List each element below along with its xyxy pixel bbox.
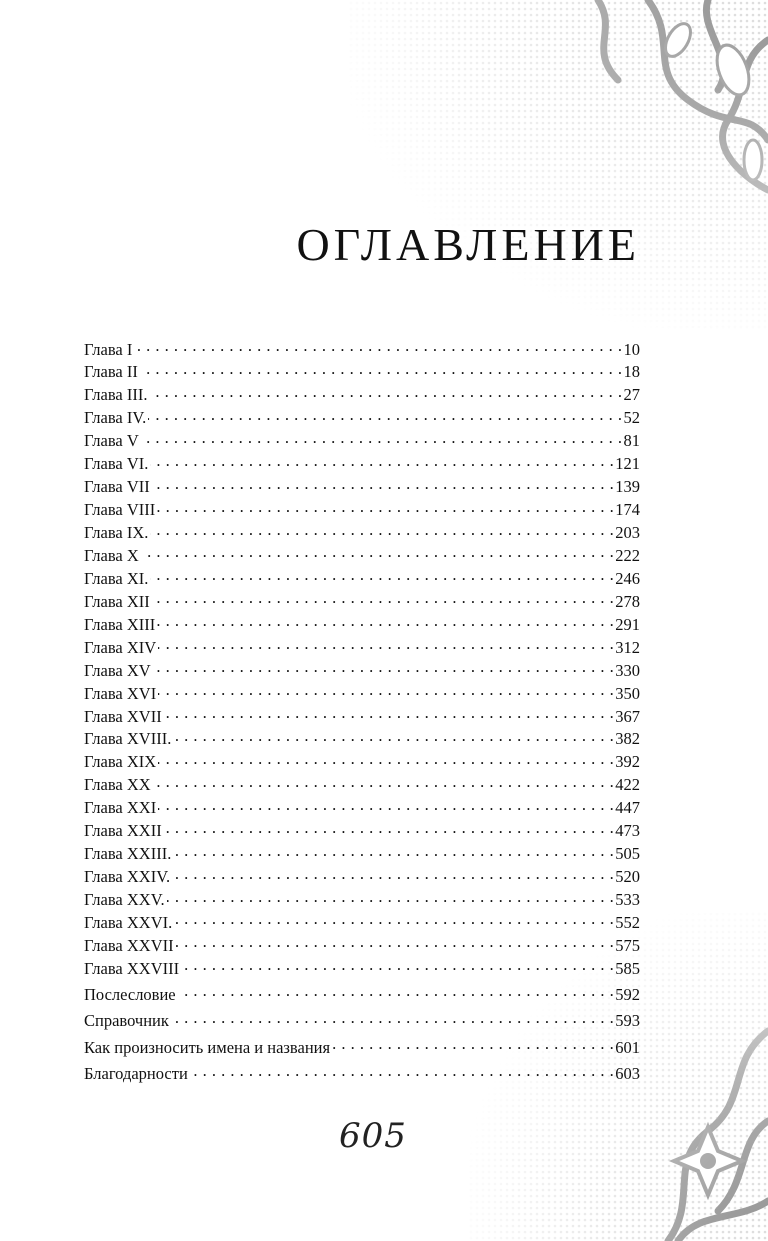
toc-entry <box>84 1063 640 1090</box>
toc-entry-title: Глава V <box>84 431 139 451</box>
toc-entry-title: Глава XXVIII <box>84 958 180 978</box>
dot-leader <box>150 453 614 470</box>
dot-leader <box>164 705 615 722</box>
dot-leader <box>152 590 614 607</box>
toc-entry-title: Глава XIX <box>84 752 157 772</box>
dot-leader <box>152 476 614 493</box>
toc-entry <box>84 911 640 934</box>
dot-leader <box>140 361 623 378</box>
dot-leader <box>150 522 614 539</box>
toc-entry <box>84 476 640 499</box>
toc-entry-title: Глава XXIII. <box>84 844 172 864</box>
toc-entry <box>84 728 640 751</box>
toc-entry-page: 473 <box>615 821 640 841</box>
toc-entry <box>84 843 640 866</box>
toc-entry <box>84 659 640 682</box>
toc-entry <box>84 636 640 659</box>
toc-entry <box>84 774 640 797</box>
dot-leader <box>172 866 614 883</box>
dot-leader <box>190 1063 614 1080</box>
toc-entry-page: 593 <box>615 1011 640 1031</box>
dot-leader <box>181 957 614 974</box>
toc-entry-title: Глава VII <box>84 477 150 497</box>
dot-leader <box>158 797 614 814</box>
dot-leader <box>153 774 615 791</box>
toc-entry-title: Глава XX <box>84 775 151 795</box>
toc-entry-title: Глава XXII <box>84 821 162 841</box>
dot-leader <box>167 889 615 906</box>
page-number: 605 <box>339 1116 407 1156</box>
dot-leader <box>157 613 614 630</box>
toc-entry-page: 447 <box>615 798 640 818</box>
dot-leader <box>178 983 615 1000</box>
toc-entry-title: Глава XXVI. <box>84 912 173 932</box>
dot-leader <box>141 544 614 561</box>
toc-entry-title: Глава IX. <box>84 523 149 542</box>
dot-leader <box>164 820 615 837</box>
toc-entry-title: Глава XVII <box>84 706 162 726</box>
page-title: ОГЛАВЛЕНИЕ <box>296 219 640 270</box>
toc-entry-title: Глава X <box>84 545 139 565</box>
toc-entry-page: 222 <box>615 545 640 565</box>
toc-entry-title: Глава XXVII <box>84 935 174 955</box>
toc-entry <box>84 820 640 843</box>
toc-entry <box>84 338 640 361</box>
toc-entry-page: 291 <box>615 614 640 634</box>
toc-entry <box>84 544 640 567</box>
toc-entry-page: 27 <box>623 385 640 405</box>
toc-entry <box>84 613 640 636</box>
toc-entry <box>84 983 640 1010</box>
dot-leader <box>176 934 615 951</box>
dot-leader <box>134 338 622 355</box>
toc-entry-page: 382 <box>615 729 640 749</box>
toc-entry <box>84 407 640 430</box>
toc-entry-title: Глава XXIV. <box>84 867 171 887</box>
toc-entry-title: Глава II <box>84 362 138 382</box>
toc-entry-title: Глава I <box>84 339 133 359</box>
toc-entry-page: 367 <box>615 706 640 726</box>
toc-entry-page: 246 <box>615 568 640 588</box>
dot-leader <box>158 636 614 653</box>
toc-entry <box>84 1010 640 1037</box>
toc-entry-page: 174 <box>615 500 640 520</box>
toc-entry-title: Глава XIII <box>84 614 156 634</box>
dot-leader <box>173 728 614 745</box>
dot-leader <box>157 499 614 516</box>
toc-entry-title: Как произносить имена и названия <box>84 1037 331 1057</box>
toc-entry <box>84 797 640 820</box>
toc-entry <box>84 705 640 728</box>
toc-entry <box>84 430 640 453</box>
toc-entry-page: 203 <box>615 523 640 542</box>
toc-entry <box>84 957 640 980</box>
toc-entry <box>84 889 640 912</box>
dot-leader <box>158 682 614 699</box>
dot-leader <box>171 1010 614 1027</box>
toc-entry-page: 533 <box>615 890 640 909</box>
toc-entry <box>84 866 640 889</box>
toc-entry <box>84 1036 640 1063</box>
toc-entry-page: 601 <box>615 1037 640 1057</box>
toc-entry <box>84 751 640 774</box>
toc-entry-page: 18 <box>623 362 640 382</box>
toc-entry-title: Глава III. <box>84 385 148 405</box>
toc-entry-page: 121 <box>615 454 640 474</box>
toc-entry <box>84 361 640 384</box>
toc-entry-title: Глава XVI <box>84 683 157 703</box>
toc-entry-title: Глава VIII <box>84 500 156 520</box>
toc-entry <box>84 682 640 705</box>
toc-entry-title: Глава VI. <box>84 454 149 474</box>
toc-entry <box>84 567 640 590</box>
toc-entry-page: 330 <box>615 660 640 680</box>
toc-entry-title: Глава XV <box>84 660 151 680</box>
table-of-contents <box>84 338 640 1089</box>
toc-entry-page: 585 <box>615 958 640 978</box>
toc-entry-page: 350 <box>615 683 640 703</box>
toc-entry-page: 52 <box>623 408 640 428</box>
toc-entry-title: Послесловие <box>84 984 176 1004</box>
dot-leader <box>150 384 623 401</box>
dot-leader <box>173 843 614 860</box>
toc-entry <box>84 453 640 476</box>
toc-entry-page: 278 <box>615 591 640 611</box>
dot-leader <box>148 407 622 424</box>
toc-entry-title: Глава XXI <box>84 798 157 818</box>
toc-entry-title: Глава XVIII. <box>84 729 172 749</box>
toc-entry-title: Глава IV. <box>84 408 147 428</box>
dot-leader <box>332 1036 614 1053</box>
dot-leader <box>150 567 614 584</box>
toc-entry-page: 139 <box>615 477 640 497</box>
toc-entry <box>84 499 640 522</box>
dot-leader <box>158 751 614 768</box>
toc-entry <box>84 384 640 407</box>
toc-entry-page: 81 <box>623 431 640 451</box>
toc-entry-title: Глава XIV <box>84 637 157 657</box>
toc-entry-page: 575 <box>615 935 640 955</box>
toc-entry-page: 312 <box>615 637 640 657</box>
dot-leader <box>141 430 623 447</box>
toc-entry <box>84 934 640 957</box>
toc-entry-page: 10 <box>623 339 640 359</box>
toc-entry-page: 520 <box>615 867 640 887</box>
toc-entry <box>84 522 640 545</box>
toc-entry <box>84 590 640 613</box>
dot-leader <box>174 911 614 928</box>
toc-entry-title: Справочник <box>84 1011 169 1031</box>
toc-entry-title: Глава XII <box>84 591 150 611</box>
dot-leader <box>153 659 615 676</box>
toc-entry-page: 552 <box>615 912 640 932</box>
toc-entry-title: Глава XXV. <box>84 890 165 909</box>
toc-entry-page: 603 <box>615 1064 640 1084</box>
toc-entry-title: Глава XI. <box>84 568 149 588</box>
toc-entry-page: 505 <box>615 844 640 864</box>
toc-entry-page: 392 <box>615 752 640 772</box>
toc-entry-page: 592 <box>615 984 640 1004</box>
toc-entry-title: Благодарности <box>84 1064 188 1084</box>
lace-ornament-top-decoration <box>348 0 768 330</box>
toc-entry-page: 422 <box>615 775 640 795</box>
